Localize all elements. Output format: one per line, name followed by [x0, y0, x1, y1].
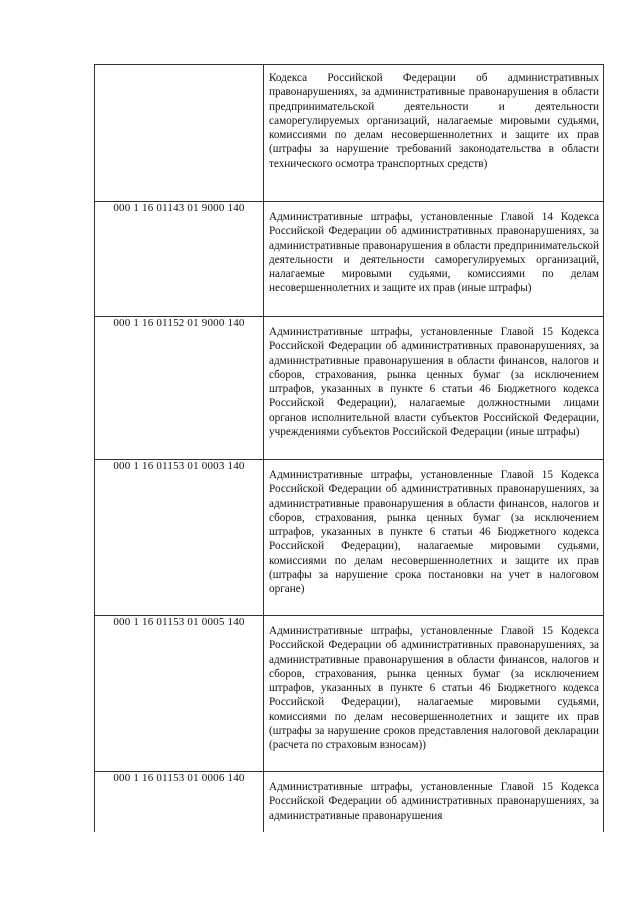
budget-codes-table — [94, 64, 604, 832]
description-cell — [264, 460, 604, 616]
description-text: Кодекса Российской Федерации об административных правонарушениях, за административные правонарушения в области предпринимательской деятельности и деятельности саморегулируемых организаций, налагаемые мировыми судьями, комиссиями по делам несовершеннолетних и защите их прав (штрафы за нарушение требований законодательства в области технического осмотра транспортных средств) — [269, 72, 599, 170]
description-cell — [264, 616, 604, 772]
description-text: Административные штрафы, установленные Главой 15 Кодекса Российской Федерации об административных правонарушениях, за административные правонарушения в области финансов, налогов и сборов, страхования, рынка ценных бумаг (за исключением штрафов, указанных в пункте 6 статьи 46 Бюджетного кодекса Российской Федерации), налагаемые мировыми судьями, комиссиями по делам несовершеннолетних и защите их прав (штрафы за нарушение срока постановки на учет в налоговом органе) — [269, 469, 599, 596]
code-cell: 000 1 16 01152 01 9000 140 — [95, 317, 264, 460]
description-cell — [264, 772, 604, 833]
table-row — [95, 772, 604, 833]
code-cell: 000 1 16 01153 01 0003 140 — [95, 460, 264, 616]
description-text: Административные штрафы, установленные Главой 15 Кодекса Российской Федерации об административных правонарушениях, за административные правонарушения в области финансов, налогов и сборов, страхования, рынка ценных бумаг (за исключением штрафов, указанных в пункте 6 статьи 46 Бюджетного кодекса Российской Федерации), налагаемые мировыми судьями, комиссиями по делам несовершеннолетних и защите их прав (штрафы за нарушение сроков представления налоговой декларации (расчета по страховым взносам)) — [269, 625, 599, 752]
code-cell: 000 1 16 01153 01 0006 140 — [95, 772, 264, 833]
description-cell — [264, 65, 604, 202]
description-text: Административные штрафы, установленные Главой 14 Кодекса Российской Федерации об административных правонарушениях, за административные правонарушения в области предпринимательской деятельности и деятельности саморегулируемых организаций, налагаемые мировыми судьями, комиссиями по делам несовершеннолетних и защите их прав (иные штрафы) — [269, 211, 599, 295]
table-row — [95, 202, 604, 317]
code-cell: 000 1 16 01143 01 9000 140 — [95, 202, 264, 317]
description-cell — [264, 202, 604, 317]
table-row — [95, 65, 604, 202]
table-row — [95, 616, 604, 772]
table-row — [95, 317, 604, 460]
code-cell: 000 1 16 01153 01 0005 140 — [95, 616, 264, 772]
code-cell — [95, 65, 264, 202]
description-text: Административные штрафы, установленные Главой 15 Кодекса Российской Федерации об административных правонарушениях, за административные правонарушения — [269, 781, 599, 822]
description-cell — [264, 317, 604, 460]
table-row — [95, 460, 604, 616]
description-text: Административные штрафы, установленные Главой 15 Кодекса Российской Федерации об административных правонарушениях, за административные правонарушения в области финансов, налогов и сборов, страхования, рынка ценных бумаг (за исключением штрафов, указанных в пункте 6 статьи 46 Бюджетного кодекса Российской Федерации), налагаемые должностными лицами органов исполнительной власти субъектов Российской Федерации, учреждениями субъектов Российской Федерации (иные штрафы) — [269, 326, 599, 439]
